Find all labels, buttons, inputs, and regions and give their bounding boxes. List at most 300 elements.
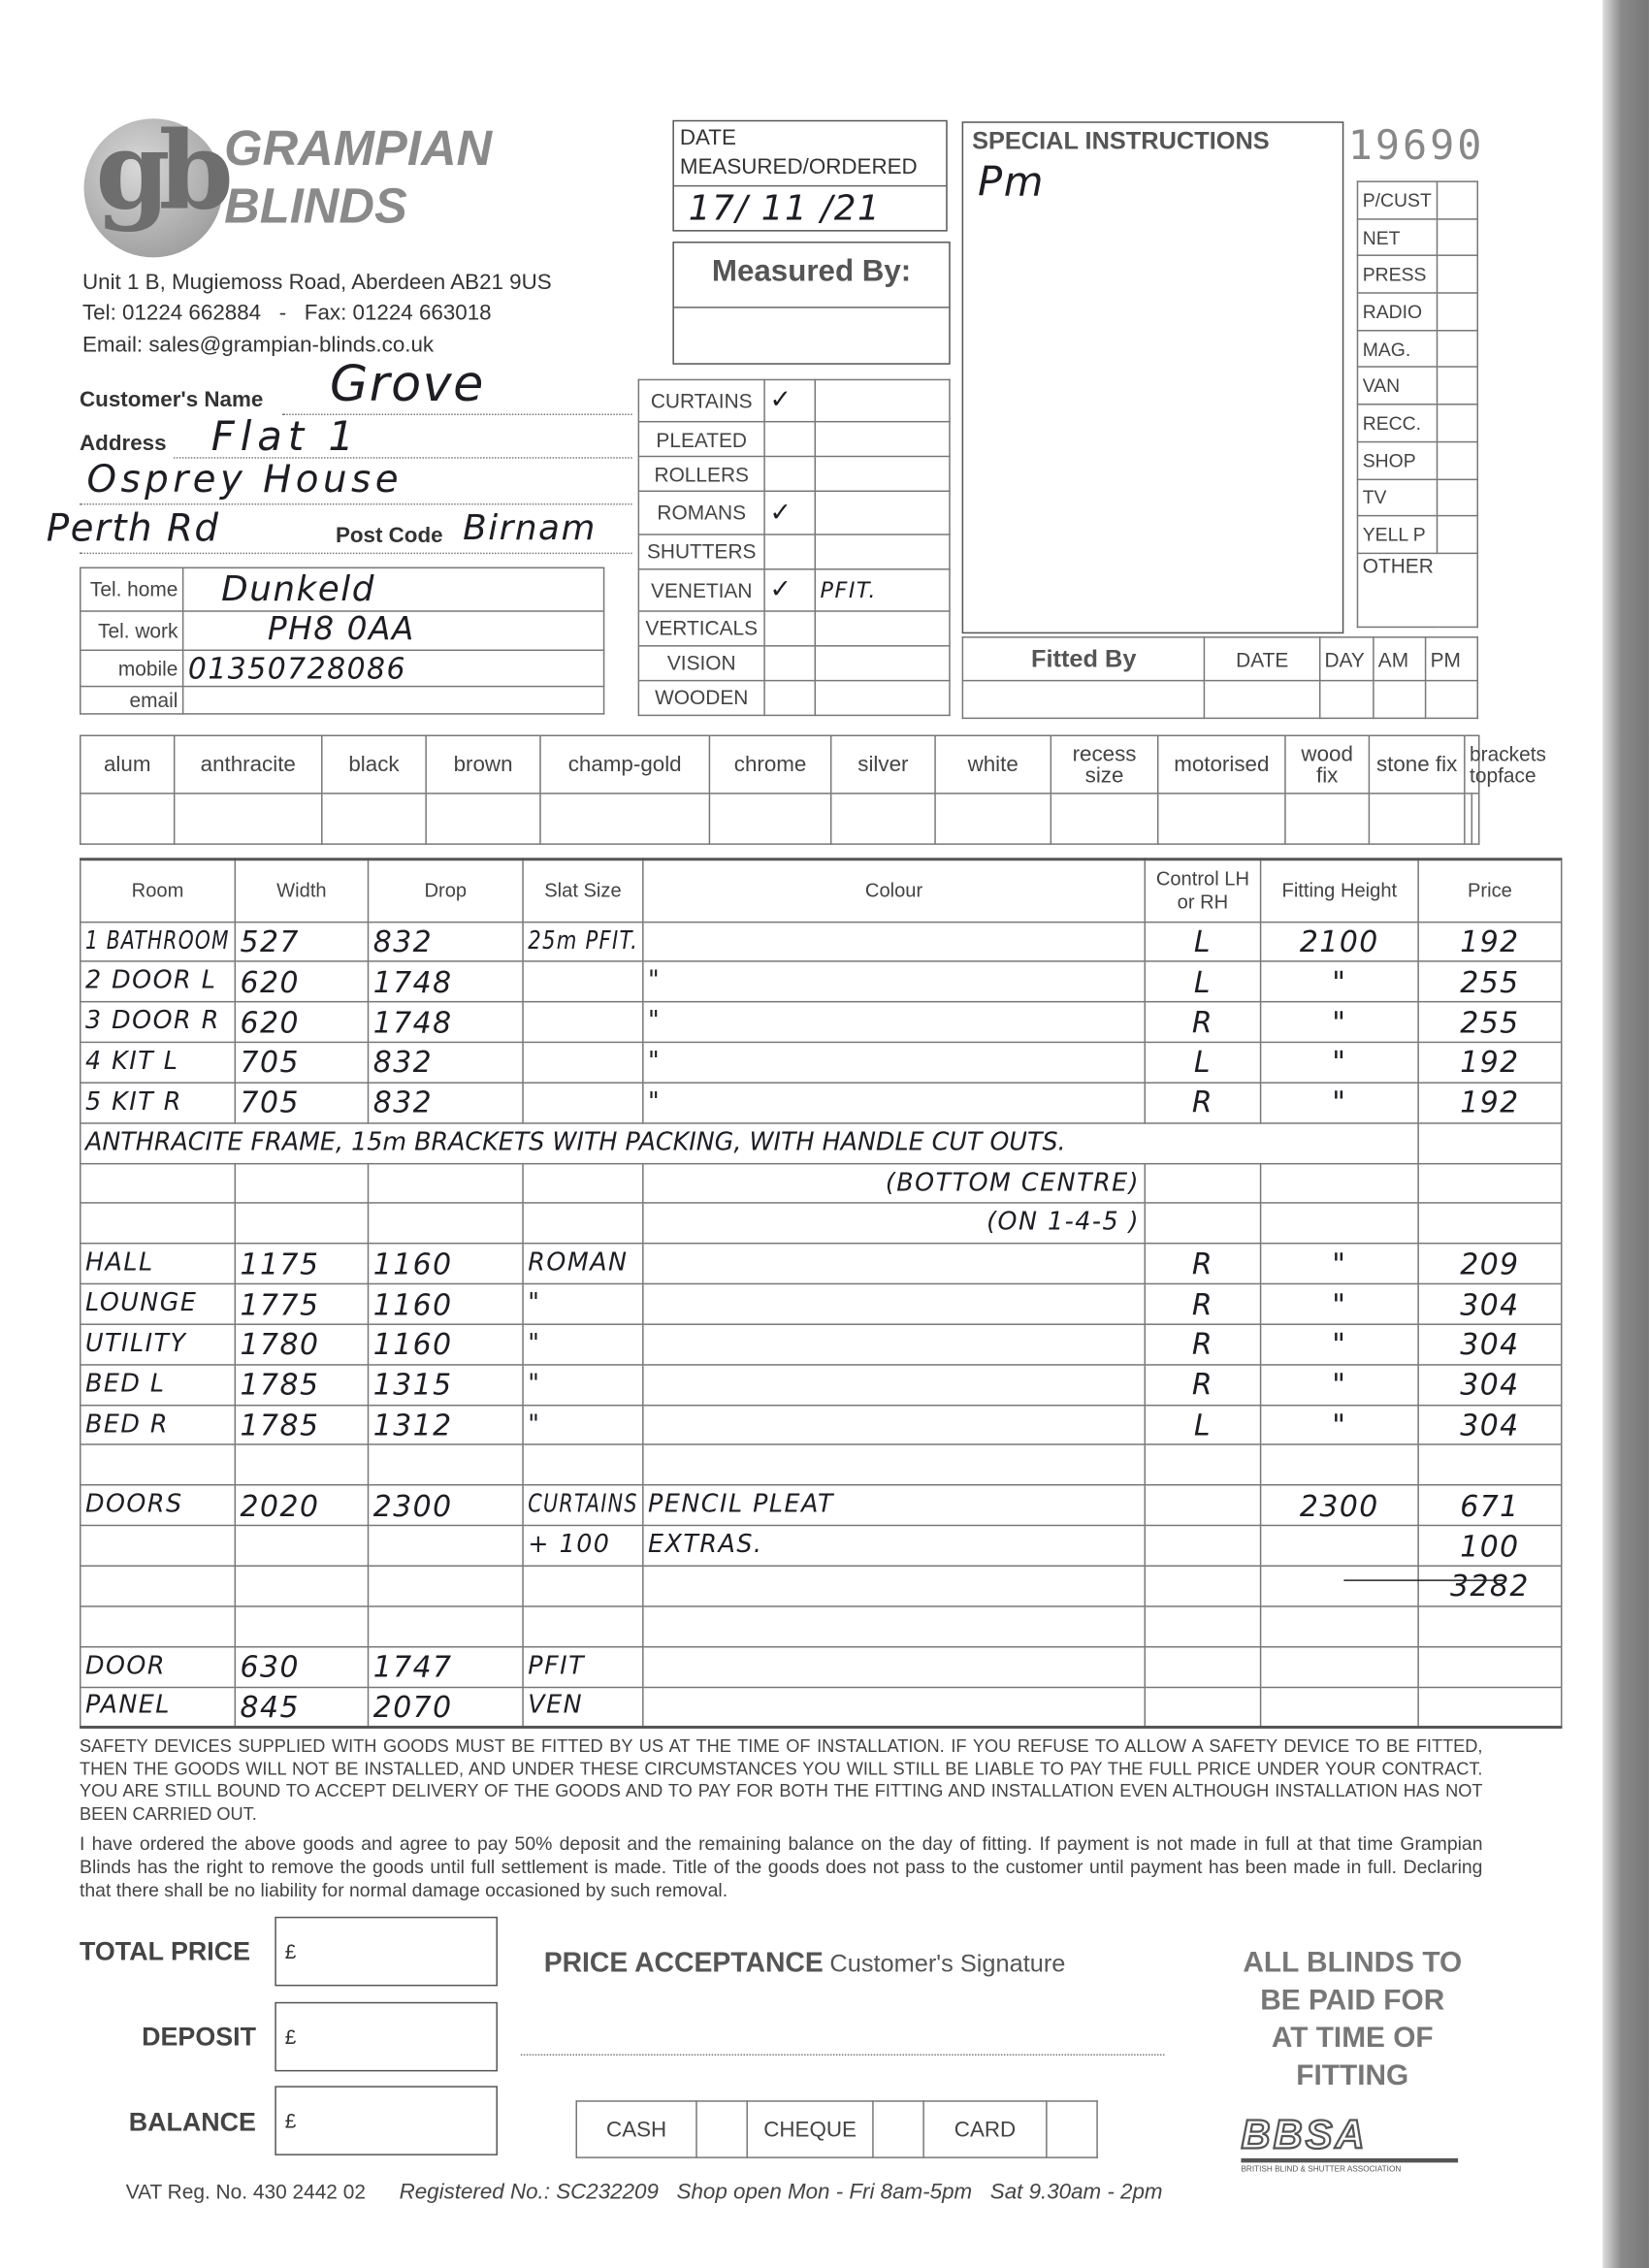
cell-control-text: R <box>1191 1286 1214 1322</box>
cell-drop-text: 1315 <box>372 1367 453 1403</box>
cell-slat-size[interactable] <box>523 1606 643 1647</box>
cell-colour[interactable] <box>643 1566 1145 1606</box>
cell-drop[interactable] <box>369 1687 524 1728</box>
cell-room[interactable] <box>81 1646 236 1687</box>
cell-drop[interactable] <box>369 1163 524 1204</box>
cell-colour[interactable] <box>643 1163 1145 1204</box>
order-row <box>81 1163 1562 1204</box>
cell-width[interactable] <box>235 1485 368 1526</box>
cell-drop[interactable] <box>369 1324 524 1365</box>
cell-price[interactable] <box>1418 1204 1562 1245</box>
cell-price-text: 304 <box>1460 1367 1520 1403</box>
signature-label: Customer's Signature <box>829 1950 1066 1978</box>
cell-slat-size[interactable] <box>523 1485 643 1526</box>
option-anthracite-field[interactable] <box>175 794 322 844</box>
brackets-top-field[interactable] <box>1465 794 1471 844</box>
cell-slat-size[interactable] <box>523 1646 643 1687</box>
fitted-date-label: DATE <box>1205 637 1319 681</box>
cell-fitting-height[interactable] <box>1261 1687 1419 1728</box>
option-black-field[interactable] <box>322 794 426 844</box>
source-checkbox[interactable] <box>1438 368 1478 405</box>
cell-fitting-height[interactable] <box>1261 1646 1419 1687</box>
cell-price-text: 192 <box>1460 923 1520 959</box>
currency-symbol: £ <box>284 2025 297 2049</box>
cell-colour[interactable] <box>643 1284 1145 1325</box>
cell-colour-text: (ON 1-4-5 ) <box>986 1208 1141 1238</box>
tel-work-value[interactable]: PH8 0AA <box>183 611 604 651</box>
cell-drop[interactable] <box>369 922 524 962</box>
cell-price[interactable] <box>1418 1445 1562 1486</box>
cell-room[interactable] <box>81 1365 236 1406</box>
cell-price[interactable] <box>1418 1042 1562 1083</box>
fitted-by-label: Fitted By <box>962 637 1205 681</box>
cell-room[interactable] <box>81 922 236 962</box>
balance-field[interactable] <box>275 2086 498 2155</box>
cell-width[interactable] <box>235 1606 368 1647</box>
measured-by-box <box>672 242 950 365</box>
cell-price[interactable] <box>1418 1526 1562 1567</box>
cell-control[interactable] <box>1145 1687 1260 1728</box>
cell-price[interactable] <box>1418 1365 1562 1406</box>
cell-drop[interactable] <box>369 1566 524 1606</box>
cell-colour[interactable] <box>643 1526 1145 1567</box>
address-line-3[interactable]: Perth Rd <box>46 507 220 552</box>
cell-room[interactable] <box>81 1244 236 1284</box>
source-row <box>1357 330 1477 367</box>
source-checkbox[interactable] <box>1438 479 1478 516</box>
cell-price[interactable] <box>1418 1002 1562 1043</box>
fitted-pm-field[interactable] <box>1425 681 1477 719</box>
cell-width[interactable] <box>235 1163 368 1204</box>
address-line-2[interactable]: Osprey House <box>86 458 404 502</box>
cheque-label: CHEQUE <box>747 2101 873 2157</box>
cell-slat-size-text: VEN <box>528 1691 584 1721</box>
cell-room[interactable] <box>81 1324 236 1365</box>
cell-fitting-height[interactable] <box>1261 922 1419 962</box>
cell-drop[interactable] <box>369 1365 524 1406</box>
cell-slat-size[interactable] <box>523 1445 643 1486</box>
product-note[interactable] <box>815 457 950 492</box>
cell-fitting-height[interactable] <box>1261 1284 1419 1325</box>
cell-width[interactable] <box>235 1002 368 1043</box>
product-note[interactable] <box>815 379 950 422</box>
cell-fitting-height[interactable] <box>1261 1526 1419 1567</box>
product-note[interactable] <box>815 534 950 568</box>
cell-slat-size-text: + 100 <box>528 1531 611 1560</box>
cell-slat-size[interactable] <box>523 1204 643 1245</box>
card-checkbox[interactable] <box>1047 2101 1097 2157</box>
source-row <box>1357 256 1477 293</box>
cell-room[interactable] <box>81 1606 236 1647</box>
cell-width[interactable] <box>235 922 368 962</box>
source-checkbox[interactable] <box>1438 405 1478 441</box>
source-checkbox[interactable] <box>1438 293 1478 330</box>
option-alum-field[interactable] <box>81 794 175 844</box>
cell-width[interactable] <box>235 1042 368 1083</box>
cell-slat-size-text: " <box>528 1369 541 1399</box>
cell-room[interactable] <box>81 1445 236 1486</box>
form-number: 19690 <box>1347 121 1485 170</box>
cell-control[interactable] <box>1145 1083 1260 1123</box>
mobile-label: mobile <box>81 651 183 687</box>
mobile-value[interactable]: 01350728086 <box>183 651 604 687</box>
option-motorised: motorised <box>1158 735 1285 794</box>
cell-control[interactable] <box>1145 1405 1260 1445</box>
source-checkbox[interactable] <box>1438 181 1478 218</box>
deposit-field[interactable] <box>275 2002 498 2072</box>
cell-room[interactable] <box>81 1566 236 1606</box>
source-p-cust: P/CUST <box>1357 181 1437 218</box>
cell-colour[interactable] <box>643 1646 1145 1687</box>
product-pleated: PLEATED <box>638 422 764 457</box>
cell-room-text: HALL <box>84 1248 154 1279</box>
product-row <box>638 457 950 492</box>
customer-name-value[interactable]: Grove <box>329 355 485 414</box>
cell-price[interactable] <box>1418 1244 1562 1284</box>
cell-room-text: BED R <box>84 1409 170 1440</box>
cell-control-text: L <box>1193 1045 1212 1081</box>
cell-fitting-height-text: " <box>1332 1246 1347 1281</box>
option-brown-field[interactable] <box>426 794 540 844</box>
order-row <box>81 1042 1562 1083</box>
cell-colour[interactable] <box>643 1083 1145 1123</box>
cell-price[interactable] <box>1418 1083 1562 1123</box>
cell-price[interactable] <box>1418 1163 1562 1204</box>
cell-control[interactable] <box>1145 961 1260 1002</box>
column-header-control-lh-or-rh: Control LH or RH <box>1145 859 1260 922</box>
cell-price[interactable] <box>1418 1324 1562 1365</box>
product-rollers: ROLLERS <box>638 457 764 492</box>
cell-colour[interactable] <box>643 1445 1145 1486</box>
product-note[interactable] <box>815 646 950 681</box>
cell-control[interactable] <box>1145 1244 1260 1284</box>
cheque-checkbox[interactable] <box>873 2101 923 2157</box>
cell-fitting-height[interactable] <box>1261 961 1419 1002</box>
cell-price-text: 304 <box>1460 1408 1520 1442</box>
cash-checkbox[interactable] <box>696 2101 747 2157</box>
cell-drop[interactable] <box>369 1445 524 1486</box>
order-note-cell[interactable] <box>81 1122 1418 1163</box>
postcode-value[interactable]: Birnam <box>463 507 597 549</box>
cell-colour[interactable] <box>643 1204 1145 1245</box>
cell-price[interactable] <box>1418 1687 1562 1728</box>
cell-room[interactable] <box>81 1526 236 1567</box>
cell-width[interactable] <box>235 961 368 1002</box>
source-other: OTHER <box>1357 553 1477 627</box>
cell-slat-size[interactable] <box>523 1002 643 1043</box>
option-silver-field[interactable] <box>831 794 935 844</box>
cell-colour[interactable] <box>643 1405 1145 1445</box>
cell-width[interactable] <box>235 1204 368 1245</box>
fitted-date-field[interactable] <box>1205 681 1319 719</box>
company-name-2: BLINDS <box>224 178 407 235</box>
tel-home-value[interactable]: Dunkeld <box>183 567 604 611</box>
balance-label: BALANCE <box>128 2107 256 2137</box>
cell-room[interactable] <box>81 1405 236 1445</box>
cell-colour[interactable] <box>643 1365 1145 1406</box>
cell-fitting-height[interactable] <box>1261 1324 1419 1365</box>
cell-colour[interactable] <box>643 1324 1145 1365</box>
cell-drop[interactable] <box>369 1204 524 1245</box>
cell-control[interactable] <box>1145 1042 1260 1083</box>
agreement-terms: I have ordered the above goods and agree to pay 50% deposit and the remaining balance on the day of fitting. If payment is not made in full at that time Grampian Blinds has the right to remove the goods until full settlement is made. Title of the goods does not pass to the customer until payment has been made in full. Declaring that there shall be no liability for normal damage occasioned by such removal. <box>80 1832 1483 1901</box>
product-tick[interactable] <box>764 534 815 568</box>
cell-control[interactable] <box>1145 1163 1260 1204</box>
cell-control-text: R <box>1191 1085 1214 1120</box>
product-tick[interactable] <box>764 422 815 457</box>
fitted-am-field[interactable] <box>1374 681 1426 719</box>
cell-control[interactable] <box>1145 1002 1260 1043</box>
cell-room[interactable] <box>81 1083 236 1123</box>
cell-width[interactable] <box>235 1244 368 1284</box>
cell-slat-size[interactable] <box>523 961 643 1002</box>
cell-width[interactable] <box>235 1405 368 1445</box>
cell-drop[interactable] <box>369 1646 524 1687</box>
cell-width-text: 845 <box>240 1689 300 1725</box>
cell-room[interactable] <box>81 961 236 1002</box>
colour-options-table <box>80 735 1546 845</box>
special-instructions-label: SPECIAL INSTRUCTIONS <box>972 127 1270 155</box>
source-checkbox[interactable] <box>1438 218 1478 255</box>
cell-width[interactable] <box>235 1445 368 1486</box>
cell-room[interactable] <box>81 1204 236 1245</box>
cell-room[interactable] <box>81 1042 236 1083</box>
cell-colour-text: (BOTTOM CENTRE) <box>885 1168 1141 1198</box>
cell-width-text: 1775 <box>240 1286 320 1322</box>
brackets-label: brackets <box>1470 741 1546 765</box>
cell-price[interactable] <box>1418 1122 1562 1163</box>
payment-notice <box>1201 1944 1504 2094</box>
cell-drop-text: 1748 <box>372 1004 453 1040</box>
cell-room[interactable] <box>81 1687 236 1728</box>
cell-control[interactable] <box>1145 1526 1260 1567</box>
source-row <box>1357 405 1477 441</box>
cell-control[interactable] <box>1145 1485 1260 1526</box>
cell-control[interactable] <box>1145 1284 1260 1325</box>
cell-width[interactable] <box>235 1526 368 1567</box>
cell-drop[interactable] <box>369 1526 524 1567</box>
option-motorised-field[interactable] <box>1158 794 1285 844</box>
product-tick[interactable]: ✓ <box>764 492 815 535</box>
cell-control[interactable] <box>1145 1566 1260 1606</box>
cell-slat-size[interactable] <box>523 1365 643 1406</box>
source-checkbox[interactable] <box>1438 330 1478 367</box>
cell-width[interactable] <box>235 1284 368 1325</box>
postcode-label: Post Code <box>335 523 443 549</box>
order-row <box>81 1083 1562 1123</box>
cell-fitting-height[interactable] <box>1261 1204 1419 1245</box>
cell-fitting-height[interactable] <box>1261 1405 1419 1445</box>
option-stone-fix: stone fix <box>1369 735 1464 794</box>
address-line-1[interactable]: Flat 1 <box>210 411 360 461</box>
cell-colour[interactable] <box>643 961 1145 1002</box>
cell-fitting-height[interactable] <box>1261 1002 1419 1043</box>
total-underline <box>1343 1579 1505 1580</box>
cell-slat-size[interactable] <box>523 1405 643 1445</box>
cell-slat-size[interactable] <box>523 1324 643 1365</box>
cell-room[interactable] <box>81 1002 236 1043</box>
currency-symbol: £ <box>284 1939 297 1963</box>
cell-slat-size[interactable] <box>523 1687 643 1728</box>
fitted-am-label: AM <box>1374 637 1426 681</box>
cell-control[interactable] <box>1145 1324 1260 1365</box>
scan-edge-shadow <box>1602 0 1649 2268</box>
cell-fitting-height[interactable] <box>1261 1445 1419 1486</box>
cell-colour[interactable] <box>643 922 1145 962</box>
option-recess-size-field[interactable] <box>1051 794 1157 844</box>
date-value[interactable]: 17/ 11 /21 <box>688 187 882 229</box>
cell-width-text: 630 <box>240 1649 300 1684</box>
cell-width[interactable] <box>235 1365 368 1406</box>
cell-fitting-height[interactable] <box>1261 1244 1419 1284</box>
cell-price[interactable] <box>1418 1405 1562 1445</box>
column-header-price: Price <box>1418 859 1562 922</box>
cell-fitting-height[interactable] <box>1261 1042 1419 1083</box>
product-note[interactable]: PFIT. <box>815 568 950 611</box>
special-instructions-value[interactable]: Pm <box>978 157 1045 206</box>
option-stone-fix-field[interactable] <box>1369 794 1464 844</box>
product-note[interactable] <box>815 422 950 457</box>
order-row <box>81 1365 1562 1406</box>
product-tick[interactable]: ✓ <box>764 379 815 422</box>
total-price-field[interactable] <box>275 1917 498 1987</box>
cell-price[interactable] <box>1418 922 1562 962</box>
cell-width[interactable] <box>235 1646 368 1687</box>
option-wood-fix-field[interactable] <box>1285 794 1369 844</box>
notice-line: ALL BLINDS TO <box>1243 1947 1463 1979</box>
cell-drop[interactable] <box>369 1606 524 1647</box>
cell-slat-size[interactable] <box>523 1566 643 1606</box>
option-champ-gold: champ-gold <box>540 735 709 794</box>
option-chrome-field[interactable] <box>709 794 830 844</box>
cell-slat-size[interactable] <box>523 1042 643 1083</box>
option-alum: alum <box>81 735 175 794</box>
cell-price[interactable] <box>1418 961 1562 1002</box>
cell-fitting-height[interactable] <box>1261 1083 1419 1123</box>
cell-colour[interactable] <box>643 1244 1145 1284</box>
cell-width[interactable] <box>235 1687 368 1728</box>
column-header-drop: Drop <box>369 859 524 922</box>
cell-colour[interactable] <box>643 1606 1145 1647</box>
source-mag: MAG. <box>1357 330 1437 367</box>
email-value[interactable] <box>183 687 604 714</box>
cell-room-text: PANEL <box>84 1691 171 1721</box>
cell-price[interactable] <box>1418 1485 1562 1526</box>
cell-control[interactable] <box>1145 1365 1260 1406</box>
cell-slat-size[interactable] <box>523 1163 643 1204</box>
notice-line: FITTING <box>1296 2059 1409 2092</box>
cell-fitting-height[interactable] <box>1261 1606 1419 1647</box>
cell-colour[interactable] <box>643 1042 1145 1083</box>
source-checkbox[interactable] <box>1438 516 1478 553</box>
option-anthracite: anthracite <box>175 735 322 794</box>
cell-control[interactable] <box>1145 1445 1260 1486</box>
cell-control[interactable] <box>1145 1646 1260 1687</box>
cell-room[interactable] <box>81 1284 236 1325</box>
cell-slat-size[interactable] <box>523 1083 643 1123</box>
option-champ-gold-field[interactable] <box>540 794 709 844</box>
product-tick[interactable] <box>764 457 815 492</box>
cell-drop[interactable] <box>369 961 524 1002</box>
cell-fitting-height[interactable] <box>1261 1566 1419 1606</box>
cell-drop[interactable] <box>369 1405 524 1445</box>
product-tick[interactable] <box>764 646 815 681</box>
option-silver: silver <box>831 735 935 794</box>
cash-label: CASH <box>576 2101 696 2157</box>
cell-price[interactable] <box>1418 1606 1562 1647</box>
cell-price[interactable] <box>1418 1646 1562 1687</box>
source-table <box>1357 180 1478 628</box>
brackets-face-field[interactable] <box>1471 794 1478 844</box>
cell-slat-size-text: ROMAN <box>528 1248 629 1279</box>
product-note[interactable] <box>815 492 950 535</box>
product-row <box>638 492 950 535</box>
cell-price[interactable] <box>1418 1566 1562 1606</box>
cell-drop[interactable] <box>369 1244 524 1284</box>
fitted-pm-label: PM <box>1425 637 1477 681</box>
cell-slat-size[interactable] <box>523 1244 643 1284</box>
cell-colour[interactable] <box>643 1485 1145 1526</box>
cell-drop[interactable] <box>369 1485 524 1526</box>
option-brown: brown <box>426 735 540 794</box>
option-white-field[interactable] <box>935 794 1051 844</box>
cell-control[interactable] <box>1145 1204 1260 1245</box>
signature-line[interactable] <box>521 2055 1165 2056</box>
cell-fitting-height[interactable] <box>1261 1163 1419 1204</box>
order-row <box>81 1646 1562 1687</box>
product-note[interactable] <box>815 611 950 646</box>
order-row <box>81 1445 1562 1486</box>
cell-colour[interactable] <box>643 1687 1145 1728</box>
cell-slat-size[interactable] <box>523 1526 643 1567</box>
cell-width[interactable] <box>235 1324 368 1365</box>
source-row <box>1357 516 1477 553</box>
fitted-day-field[interactable] <box>1319 681 1373 719</box>
cell-slat-size-text: 25m PFIT. <box>528 926 639 956</box>
cell-drop[interactable] <box>369 1042 524 1083</box>
product-tick[interactable] <box>764 681 815 716</box>
cell-price[interactable] <box>1418 1284 1562 1325</box>
product-tick[interactable]: ✓ <box>764 568 815 611</box>
cell-control[interactable] <box>1145 1606 1260 1647</box>
product-note[interactable] <box>815 681 950 716</box>
cell-fitting-height[interactable] <box>1261 1485 1419 1526</box>
option-white: white <box>935 735 1051 794</box>
cell-fitting-height[interactable] <box>1261 1365 1419 1406</box>
source-checkbox[interactable] <box>1438 441 1478 478</box>
cell-width[interactable] <box>235 1083 368 1123</box>
order-row <box>81 922 1562 962</box>
cell-slat-size[interactable] <box>523 922 643 962</box>
cell-slat-size[interactable] <box>523 1284 643 1325</box>
cell-colour[interactable] <box>643 1002 1145 1043</box>
fitted-by-field[interactable] <box>962 681 1205 719</box>
cell-width[interactable] <box>235 1566 368 1606</box>
cell-drop[interactable] <box>369 1284 524 1325</box>
order-row <box>81 1405 1562 1445</box>
column-header-width: Width <box>235 859 368 922</box>
cell-room[interactable] <box>81 1485 236 1526</box>
cell-room[interactable] <box>81 1163 236 1204</box>
product-venetian: VENETIAN <box>638 568 764 611</box>
cell-width-text: 705 <box>240 1085 300 1120</box>
cell-drop[interactable] <box>369 1083 524 1123</box>
cell-drop-text: 832 <box>372 1045 434 1081</box>
cell-drop[interactable] <box>369 1002 524 1043</box>
product-tick[interactable] <box>764 611 815 646</box>
cell-control[interactable] <box>1145 922 1260 962</box>
source-checkbox[interactable] <box>1438 256 1478 293</box>
